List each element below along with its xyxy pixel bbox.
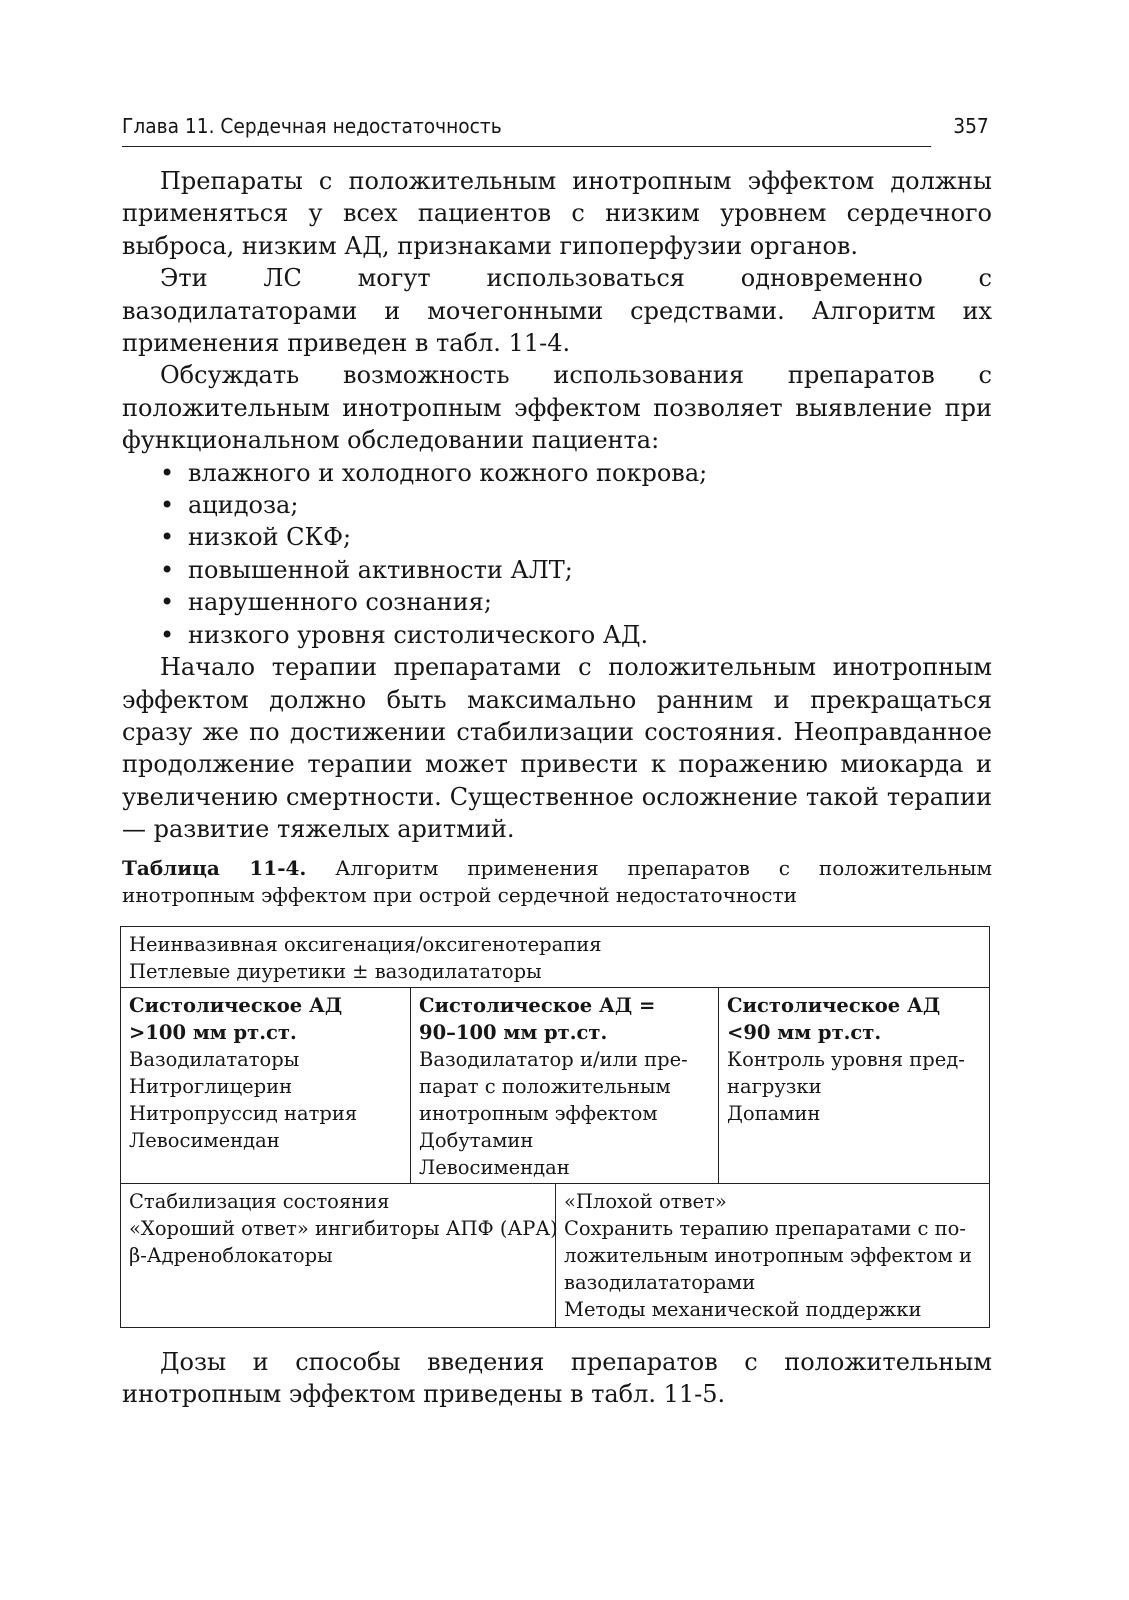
algorithm-table bbox=[120, 926, 990, 1328]
cell-item: Нитроглицерин bbox=[129, 1075, 293, 1098]
cell-item: Сохранить терапию препаратами с по- bbox=[564, 1217, 966, 1240]
cell-heading: >100 мм рт.ст. bbox=[129, 1021, 297, 1044]
cell-item: инотропным эффектом bbox=[419, 1102, 658, 1125]
table-top-line: Петлевые диуретики ± вазодилататоры bbox=[129, 960, 542, 983]
cell-item: β-Адреноблокаторы bbox=[129, 1244, 333, 1267]
bullet-icon: • bbox=[160, 458, 175, 487]
bullet-icon: • bbox=[160, 588, 175, 617]
bullet-icon: • bbox=[160, 523, 175, 552]
bullet-icon: • bbox=[160, 555, 175, 584]
cell-item: «Хороший ответ» ингибиторы АПФ (АРА) bbox=[129, 1217, 558, 1240]
cell-item: ложительным инотропным эффектом и bbox=[564, 1244, 972, 1267]
table-caption-text: Алгоритм применения препаратов с положительным инотропным эффектом при острой сердечной недостаточности bbox=[122, 856, 993, 907]
table-cell-mid-bp bbox=[411, 988, 719, 1183]
cell-heading: Систолическое АД bbox=[129, 994, 343, 1017]
chapter-title: Глава 11. Сердечная недостаточность bbox=[122, 114, 502, 138]
page-number: 357 bbox=[953, 114, 989, 138]
cell-heading: 90–100 мм рт.ст. bbox=[419, 1021, 608, 1044]
table-middle-row bbox=[121, 988, 989, 1184]
cell-item: Вазодилататор и/или пре- bbox=[419, 1048, 688, 1071]
bullet-icon: • bbox=[160, 491, 175, 520]
list-item: • ацидоза; bbox=[122, 489, 992, 521]
cell-item: нагрузки bbox=[727, 1075, 822, 1098]
cell-item: Стабилизация состояния bbox=[129, 1190, 390, 1213]
cell-item: парат с положительным bbox=[419, 1075, 671, 1098]
cell-item: Добутамин bbox=[419, 1129, 534, 1152]
body-text bbox=[122, 165, 992, 846]
cell-item: Левосимендан bbox=[419, 1156, 570, 1179]
bullet-icon: • bbox=[160, 620, 175, 649]
list-item: • низкой СКФ; bbox=[122, 521, 992, 553]
list-item: • нарушенного сознания; bbox=[122, 586, 992, 618]
bullet-list bbox=[122, 457, 992, 651]
table-cell-good-response bbox=[121, 1184, 556, 1327]
table-cell-poor-response bbox=[556, 1184, 989, 1327]
paragraph-2: Эти ЛС могут использоваться одновременно с вазодилататорами и мочегонными средствами. Алгоритм их применения приведен в табл. 11-4. bbox=[122, 264, 992, 358]
table-cell-high-bp bbox=[121, 988, 411, 1183]
cell-item: Левосимендан bbox=[129, 1129, 280, 1152]
cell-item: Контроль уровня пред- bbox=[727, 1048, 965, 1071]
paragraph-3: Обсуждать возможность использования препаратов с положительным инотропным эффектом позволяет выявление при функциональном обследовании пациента: bbox=[122, 361, 992, 455]
list-item: • низкого уровня систолического АД. bbox=[122, 619, 992, 651]
table-top-line: Неинвазивная оксигенация/оксигенотерапия bbox=[129, 933, 602, 956]
table-bottom-row bbox=[121, 1184, 989, 1327]
table-top-row bbox=[121, 927, 989, 988]
cell-heading: <90 мм рт.ст. bbox=[727, 1021, 882, 1044]
table-caption bbox=[122, 855, 992, 909]
paragraph-4: Начало терапии препаратами с положительным инотропным эффектом должно быть максимально ранним и прекращаться сразу же по достижении стабилизации состояния. Неоправданное продолжение терапии может привести к поражению миокарда и увеличению смертности. Существенное осложнение такой терапии — развитие тяжелых аритмий. bbox=[122, 653, 992, 844]
cell-heading: Систолическое АД = bbox=[419, 994, 656, 1017]
cell-item: Нитропруссид натрия bbox=[129, 1102, 358, 1125]
cell-item: «Плохой ответ» bbox=[564, 1190, 727, 1213]
running-head bbox=[122, 112, 989, 147]
table-caption-label: Таблица 11-4. bbox=[122, 856, 307, 880]
closing-paragraph: Дозы и способы введения препаратов с положительным инотропным эффектом приведены в табл. 11-5. bbox=[122, 1348, 992, 1409]
cell-item: вазодилататорами bbox=[564, 1271, 756, 1294]
list-item: • влажного и холодного кожного покрова; bbox=[122, 457, 992, 489]
cell-item: Допамин bbox=[727, 1102, 821, 1125]
paragraph-1: Препараты с положительным инотропным эффектом должны применяться у всех пациентов с низким уровнем сердечного выброса, низким АД, признаками гипоперфузии органов. bbox=[122, 167, 992, 260]
cell-heading: Систолическое АД bbox=[727, 994, 941, 1017]
cell-item: Методы механической поддержки bbox=[564, 1298, 922, 1321]
table-cell-low-bp bbox=[719, 988, 989, 1183]
list-item: • повышенной активности АЛТ; bbox=[122, 554, 992, 586]
cell-item: Вазодилататоры bbox=[129, 1048, 300, 1071]
